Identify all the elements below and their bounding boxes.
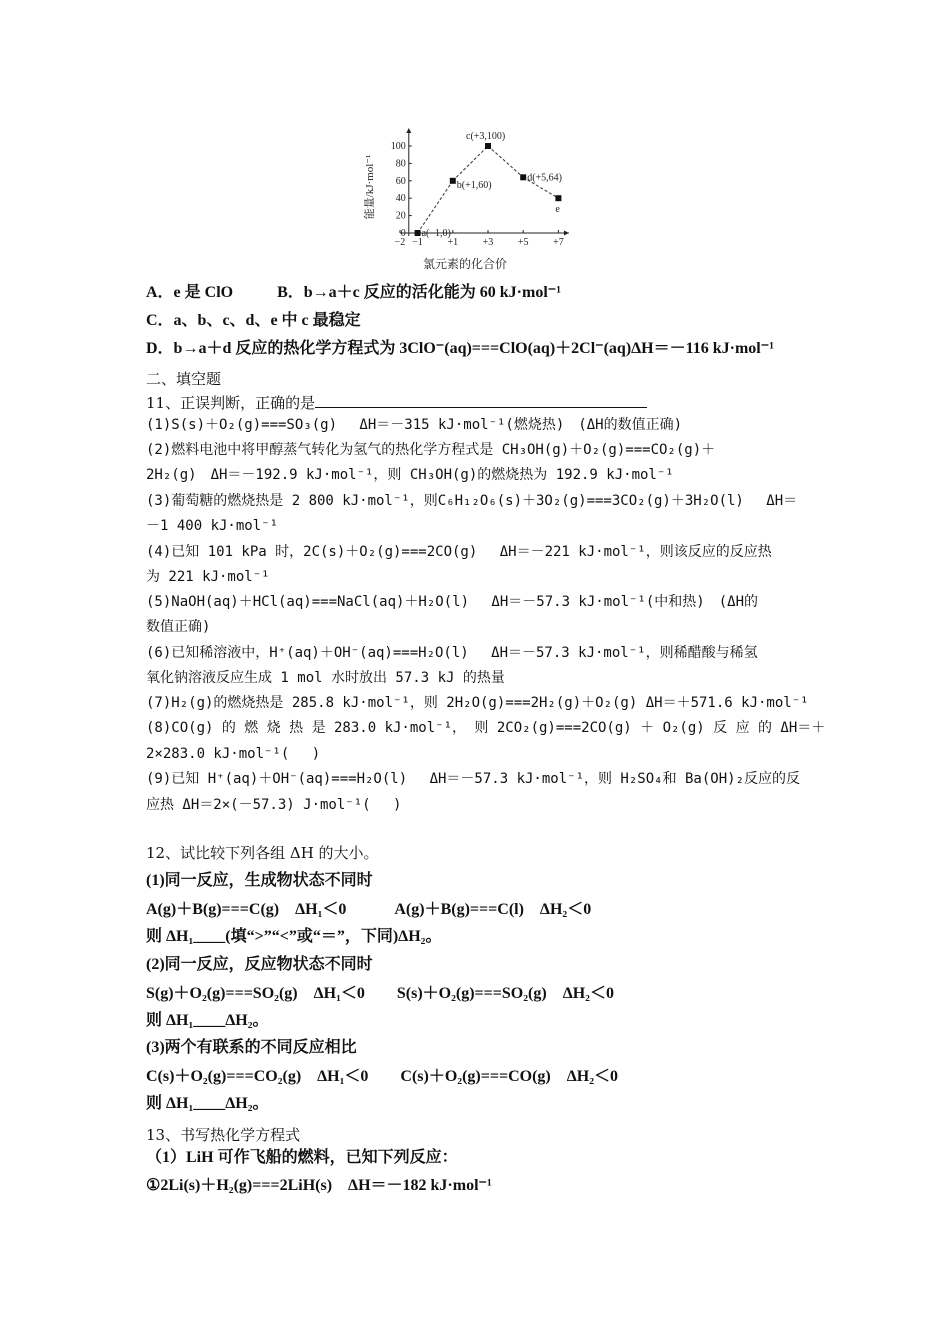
series-segment [453,146,488,181]
x-tick-label: −2 [394,237,406,248]
q12-line: (1)同一反应，生成物状态不同时 [146,872,373,889]
data-point [520,174,526,180]
x-tick-label: +1 [447,237,459,248]
x-tick-label: +7 [553,237,564,248]
option-d: D．b→a＋d 反应的热化学方程式为 3ClO⁻(aq)===ClO(aq)＋2Cl⁻(aq)ΔH＝－116 kJ·mol⁻¹ [146,340,774,357]
q11-title [146,393,647,413]
q11-title-text: 11、正误判断，正确的是 [146,394,316,412]
q11-line: (8)CO(g) 的 燃 烧 热 是 283.0 kJ·mol⁻¹， 则 2CO₂(g)===2CO(g) ＋ O₂(g) 反 应 的 ΔH＝＋ [146,720,826,736]
q11-line: (3)葡萄糖的燃烧热是 2 800 kJ·mol⁻¹，则C₆H₁₂O₆(s)＋3O₂(g)===3CO₂(g)＋3H₂O(l) ΔH＝ [146,493,798,509]
y-tick-label: 100 [390,141,406,152]
q11-line: 2H₂(g) ΔH＝－192.9 kJ·mol⁻¹，则 CH₃OH(g)的燃烧热为 192.9 kJ·mol⁻¹ [146,467,674,483]
q12-line: 则 ΔH₁____ΔH₂。 [146,1012,269,1029]
data-point [415,230,421,236]
q13-title: 13、书写热化学方程式 [146,1126,301,1144]
option-a-b [146,283,561,303]
y-tick-label: 80 [395,158,406,170]
data-label: a(−1,0) [421,228,451,239]
section-heading: 二、填空题 [146,370,222,388]
q12-title: 12、试比较下列各组 ΔH 的大小。 [146,844,379,862]
data-label: d(+5,64) [527,172,563,184]
data-point [485,143,491,149]
y-tick-label: 60 [395,175,406,187]
x-tick-label: +5 [517,237,529,248]
q11-line: (4)已知 101 kPa 时，2C(s)＋O₂(g)===2CO(g) ΔH＝－221 kJ·mol⁻¹，则该反应的反应热 [146,544,772,560]
q11-line: 2×283.0 kJ·mol⁻¹( ) [146,746,321,762]
q11-line: (2)燃料电池中将甲醇蒸气转化为氢气的热化学方程式是 CH₃OH(g)＋O₂(g)===CO₂(g)＋ [146,442,716,458]
q11-line: 为 221 kJ·mol⁻¹ [146,569,270,585]
data-point [555,195,561,201]
x-axis-arrow [564,231,569,236]
q13-line: （1）LiH 可作飞船的燃料，已知下列反应： [146,1149,458,1166]
q11-line: (7)H₂(g)的燃烧热是 285.8 kJ·mol⁻¹，则 2H₂O(g)===2H₂(g)＋O₂(g) ΔH＝＋571.6 kJ·mol⁻¹ [146,695,809,711]
option-a: A．e 是 ClO [146,284,234,301]
series-segment [488,146,523,177]
q12-line: 则 ΔH₁____(填“>”“<”或“＝”，下同)ΔH₂。 [146,928,442,945]
x-tick-label: −1 [412,237,423,248]
q11-line: (1)S(s)＋O₂(g)===SO₃(g) ΔH＝－315 kJ·mol⁻¹(燃烧热) (ΔH的数值正确) [146,417,683,433]
data-label: b(+1,60) [456,179,492,191]
q12-line: C(s)＋O₂(g)===CO₂(g) ΔH₁＜0 C(s)＋O₂(g)===CO(g) ΔH₂＜0 [146,1068,619,1085]
y-tick-label: 20 [395,210,406,222]
y-axis-label: 能量/kJ·mol⁻¹ [364,154,376,220]
q11-line: －1 400 kJ·mol⁻¹ [146,518,279,534]
q12-line: (3)两个有联系的不同反应相比 [146,1039,357,1056]
option-b: B．b→a＋c 反应的活化能为 60 kJ·mol⁻¹ [277,284,562,301]
option-c: C．a、b、c、d、e 中 c 最稳定 [146,312,361,329]
series-segment [418,181,453,233]
q11-line: (6)已知稀溶液中，H⁺(aq)＋OH⁻(aq)===H₂O(l) ΔH＝－57.3 kJ·mol⁻¹，则稀醋酸与稀氢 [146,645,758,661]
q12-line: 则 ΔH₁____ΔH₂。 [146,1095,269,1112]
q13-line: ①2Li(s)＋H₂(g)===2LiH(s) ΔH＝－182 kJ·mol⁻¹ [146,1177,492,1194]
answer-blank[interactable] [315,393,647,408]
energy-chart-svg [360,125,590,275]
y-tick-label: 40 [395,193,406,205]
x-axis-label: 氯元素的化合价 [422,257,508,271]
q11-line: (9)已知 H⁺(aq)＋OH⁻(aq)===H₂O(l) ΔH＝－57.3 kJ·mol⁻¹，则 H₂SO₄和 Ba(OH)₂反应的反 [146,771,801,787]
q11-line: (5)NaOH(aq)＋HCl(aq)===NaCl(aq)＋H₂O(l) ΔH＝－57.3 kJ·mol⁻¹(中和热) (ΔH的 [146,594,759,610]
q12-line: A(g)＋B(g)===C(g) ΔH₁＜0 A(g)＋B(g)===C(l) ΔH₂＜0 [146,901,592,918]
data-label: c(+3,100) [466,131,506,142]
y-axis-arrow [406,128,411,133]
x-tick-label: +3 [482,237,494,248]
energy-chart [360,125,590,275]
q11-line: 应热 ΔH＝2×(－57.3) J·mol⁻¹( ) [146,797,402,813]
q12-line: (2)同一反应，反应物状态不同时 [146,956,373,973]
data-point [450,178,456,184]
q11-line: 氧化钠溶液反应生成 1 mol 水时放出 57.3 kJ 的热量 [146,670,505,686]
q12-line: S(g)＋O₂(g)===SO₂(g) ΔH₁＜0 S(s)＋O₂(g)===SO₂(g) ΔH₂＜0 [146,985,614,1002]
data-label: e [555,204,560,216]
q11-line: 数值正确) [146,619,211,635]
y-tick-label: 0 [400,228,406,239]
